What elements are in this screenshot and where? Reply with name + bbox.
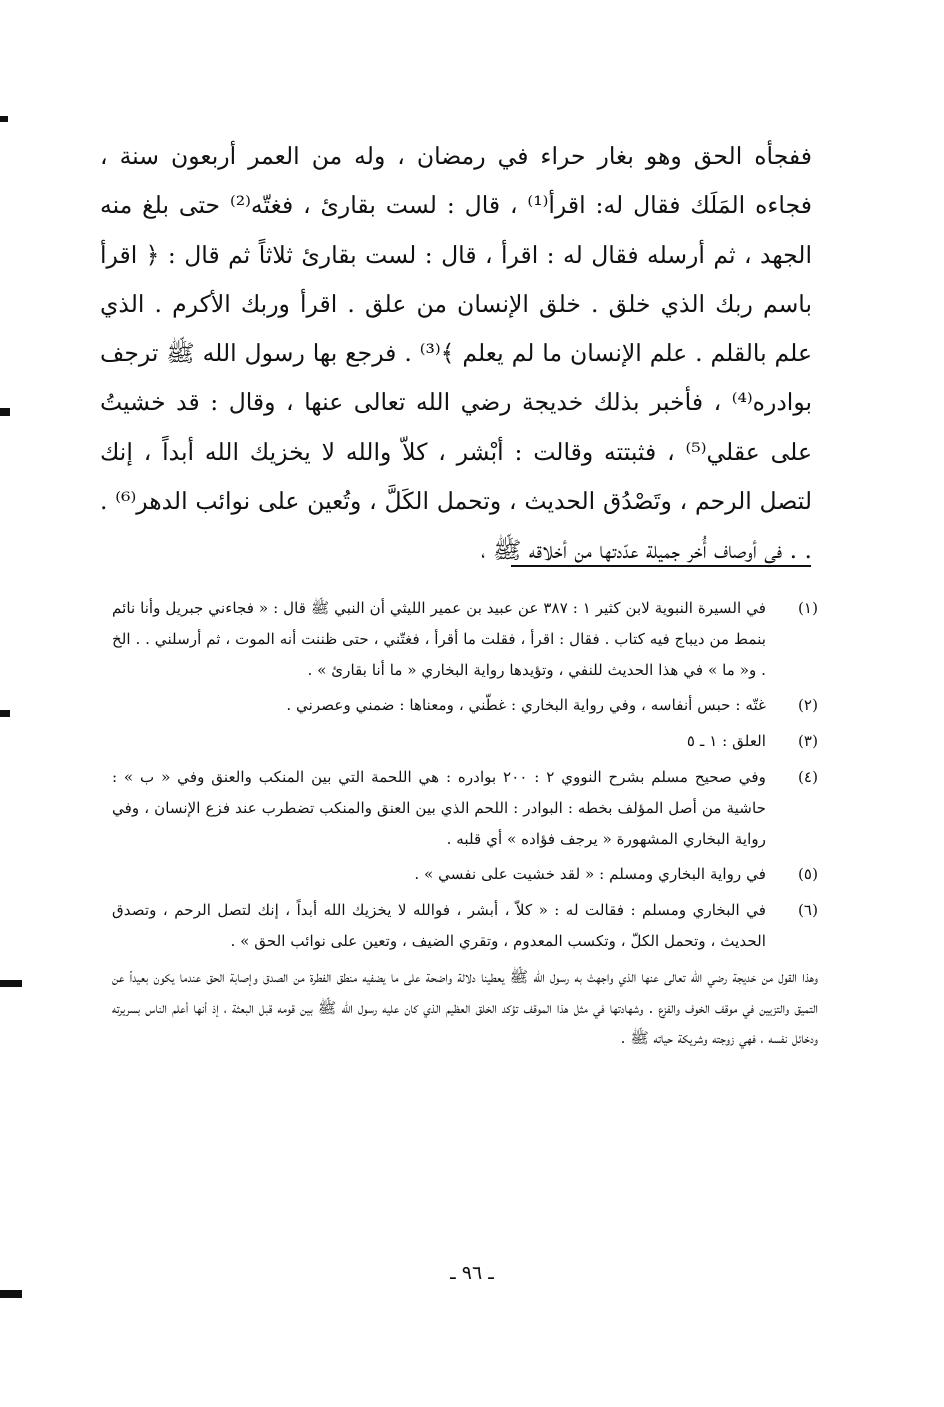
footnote-number: (٥) [797, 865, 818, 884]
footnote [112, 726, 818, 757]
footnote-number: (١) [797, 599, 818, 617]
footnote-text: في السيرة النبوية لابن كثير ١ : ٣٨٧ عن عبيد بن عمير الليثي أن النبي ﷺ قال : « فجاءني جبريل وأنا نائم بنمط من ديباج فيه كتاب . فقال : اقرأ ، فقلت ما أقرأ ، فغتّني ، حتى ظننت أنه الموت ، ثم أرسلني . . الخ . و« ما » في هذا الحديث للنفي ، وتؤيدها رواية البخاري « ما أنا بقارئ » . [112, 599, 766, 679]
footnote [112, 690, 818, 721]
footnote-text: وفي صحيح مسلم بشرح النووي ٢ : ٢٠٠ بوادره : هي اللحمة التي بين المنكب والعنق وفي « ب » : حاشية من أصل المؤلف بخطه : البوادر : اللحم الذي بين العنق والمنكب تضطرب عند فزع الإنسان ، وفي رواية البخاري المشهورة « يرجف فؤاده » أي قلبه . [112, 767, 766, 848]
scan-mark [0, 116, 8, 122]
footnote [112, 593, 818, 685]
scan-mark [0, 710, 10, 717]
scan-mark [0, 408, 10, 416]
footnote [112, 895, 818, 957]
footnote-text: في رواية البخاري ومسلم : « لقد خشيت على نفسي » . [414, 865, 766, 884]
footnotes [112, 593, 818, 1054]
footnote-number: (٢) [797, 696, 818, 715]
page-number: ـ ٩٦ ـ [450, 1262, 494, 1284]
footnote [112, 859, 818, 890]
footnote-number: (٤) [797, 767, 818, 786]
footnote-number: (٦) [797, 901, 818, 920]
continuation-paragraph: وهذا القول من خديجة رضي الله تعالى عنها الذي واجهتْ به رسول الله ﷺ يعطينا دلالة واضحة على ما يضفيه منطق الفطرة من الصدق وإصابة الحق عندما يكون بعيداً عن التميق والتزيين في موقف الخوف والفزع . وشهادتها في مثل هذا الموقف تؤكد الخلق العظيم الذي كان عليه رسول الله ﷺ بين قومه قبل البعثة ، إذ أنها أعلم الناس بسريرته ودخائل نفسه ، فهي زوجته وشريكة حياته ﷺ . [112, 967, 818, 1048]
main-paragraph: ففجأه الحق وهو بغار حراء في رمضان ، وله من العمر أربعون سنة ، فجاءه المَلَك فقال له: اقرأ⁽¹⁾ ، قال : لست بقارئ ، فغتّه⁽²⁾ حتى بلغ منه الجهد ، ثم أرسله فقال له : اقرأ ، قال : لست بقارئ ثلاثاً ثم قال : ﴿ اقرأ باسم ربك الذي خلق . خلق الإنسان من علق . اقرأ وربك الأكرم . الذي علم بالقلم . علم الإنسان ما لم يعلم ﴾⁽³⁾ . فرجع بها رسول الله ﷺ ترجف بوادره⁽⁴⁾ ، فأخبر بذلك خديجة رضي الله تعالى عنها ، وقال : قد خشيتُ على عقلي⁽⁵⁾ ، فثبتته وقالت : أبْشر ، كلاّ والله لا يخزيك الله أبداً ، إنك لتصل الرحم ، وتَصْدُق الحديث ، وتحمل الكَلَّ ، وتُعين على نوائب الدهر⁽⁶⁾ . . . في أوصاف أُخر جميلة عدّدتها من أخلاقه ﷺ ، [100, 142, 812, 565]
footnote-text: غتّه : حبس أنفاسه ، وفي رواية البخاري : غطّني ، ومعناها : ضمني وعصرني . [286, 696, 766, 715]
footnote-separator [511, 565, 811, 567]
scan-mark [0, 1290, 22, 1298]
footnote-text: العلق : ١ ـ ٥ [686, 732, 766, 751]
footnote-number: (٣) [797, 732, 818, 751]
main-text [100, 132, 812, 576]
scan-mark [0, 980, 22, 987]
footnote-text: في البخاري ومسلم : فقالت له : « كلاّ ، أبشر ، فوالله لا يخزيك الله أبداً ، إنك لتصل الرحم ، وتصدق الحديث ، وتحمل الكلّ ، وتكسب المعدوم ، وتقري الضيف ، وتعين على نوائب الحق » . [112, 901, 766, 950]
footnote [112, 762, 818, 854]
